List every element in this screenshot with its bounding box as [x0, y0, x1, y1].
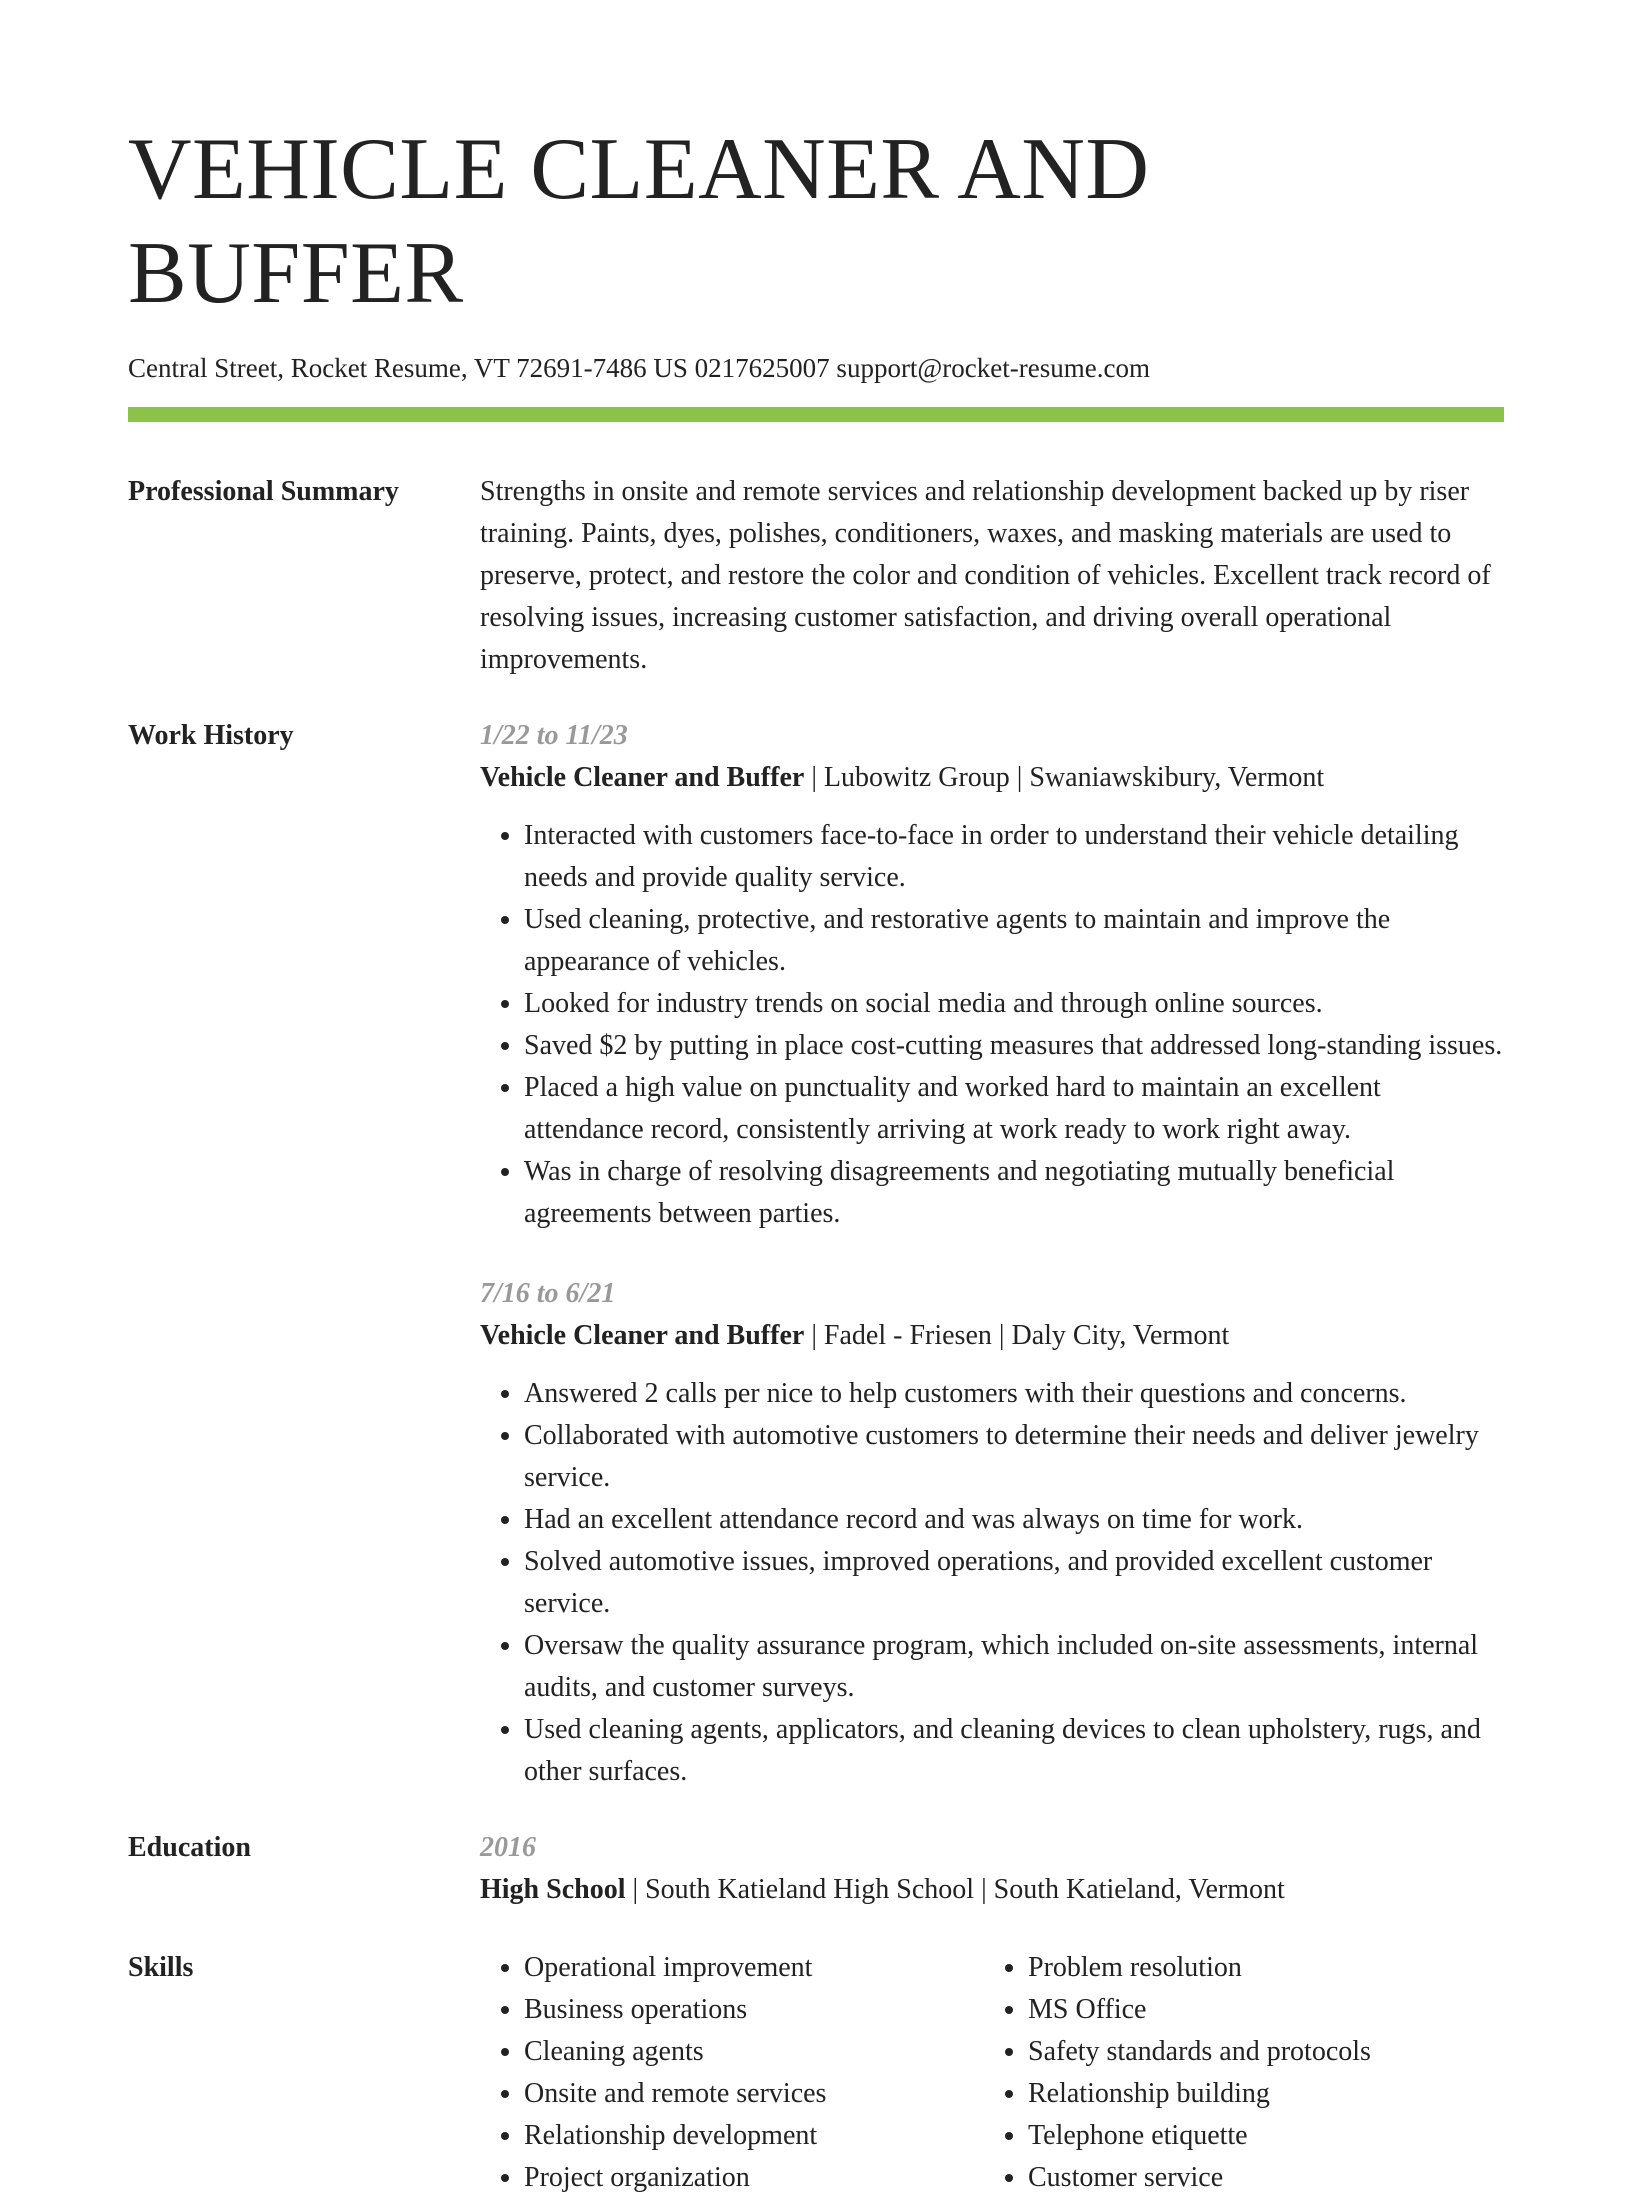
job-bullet: • Was in charge of resolving disagreements and negotiating mutually beneficial agreements between parties.: [524, 1151, 1504, 1235]
job-bullets: [480, 1373, 1504, 1793]
resume-name-heading: VEHICLE CLEANER AND BUFFER: [128, 121, 1150, 322]
job-bullet: • Had an excellent attendance record and was always on time for work.: [524, 1499, 1504, 1541]
job-bullet: • Used cleaning, protective, and restorative agents to maintain and improve the appearance of vehicles.: [524, 899, 1504, 983]
job-bullet: • Placed a high value on punctuality and worked hard to maintain an excellent attendance record, consistently arriving at work ready to work right away.: [524, 1067, 1504, 1151]
job-title: Vehicle Cleaner and Buffer: [480, 762, 805, 793]
skills-grid: [480, 1947, 1504, 2199]
job-bullet: • Oversaw the quality assurance program, which included on-site assessments, internal audits, and customer surveys.: [524, 1625, 1504, 1709]
skill-item: • Relationship building: [1028, 2073, 1488, 2115]
skill-item: • Relationship development: [524, 2115, 984, 2157]
job-entry: [480, 1273, 1504, 1793]
job-bullet: • Solved automotive issues, improved operations, and provided excellent customer service.: [524, 1541, 1504, 1625]
job-bullet: • Saved $2 by putting in place cost-cutting measures that addressed long-standing issues.: [524, 1025, 1504, 1067]
skill-item: • Operational improvement: [524, 1947, 984, 1989]
job-bullet: • Answered 2 calls per nice to help customers with their questions and concerns.: [524, 1373, 1504, 1415]
job-bullet: • Interacted with customers face-to-face in order to understand their vehicle detailing needs and provide quality service.: [524, 815, 1504, 899]
accent-divider: [128, 407, 1504, 422]
skill-item: • Cleaning agents: [524, 2031, 984, 2073]
skill-item: • Problem resolution: [1028, 1947, 1488, 1989]
contact-info: Central Street, Rocket Resume, VT 72691-7486 US 0217625007 support@rocket-resume.com: [128, 353, 1150, 383]
education-body: [480, 1827, 1504, 1911]
section-label-education: Education: [128, 1832, 251, 1863]
section-label-summary: Professional Summary: [128, 476, 399, 507]
skill-item: • Safety standards and protocols: [1028, 2031, 1488, 2073]
work-history-body: [480, 715, 1504, 1793]
job-dates: 1/22 to 11/23: [480, 720, 628, 751]
job-dates: 7/16 to 6/21: [480, 1278, 616, 1309]
skill-item: • Customer service: [1028, 2157, 1488, 2199]
job-bullet: • Looked for industry trends on social media and through online sources.: [524, 983, 1504, 1025]
job-title-line: [480, 1315, 1504, 1357]
education-year: 2016: [480, 1832, 536, 1863]
section-professional-summary: [128, 471, 1504, 681]
section-work-history: [128, 715, 1504, 1793]
skill-item: • Telephone etiquette: [1028, 2115, 1488, 2157]
job-details: | Lubowitz Group | Swaniawskibury, Vermont: [804, 762, 1325, 793]
section-skills: [128, 1947, 1504, 2199]
skills-body: [480, 1947, 1504, 2199]
section-label-work-history: Work History: [128, 720, 294, 751]
job-details: | Fadel - Friesen | Daly City, Vermont: [804, 1320, 1230, 1351]
skill-item: • Business operations: [524, 1989, 984, 2031]
section-label-skills: Skills: [128, 1952, 194, 1983]
summary-text: Strengths in onsite and remote services and relationship development backed up by riser training. Paints, dyes, polishes, conditioners, waxes, and masking materials are used to preserve, protect, and restore the color and condition of vehicles. Excellent track record of resolving issues, increasing customer satisfaction, and driving overall operational improvements.: [480, 476, 1491, 675]
skill-item: • Project organization: [524, 2157, 984, 2199]
education-line: [480, 1869, 1504, 1911]
skills-column-left: [480, 1947, 984, 2199]
job-bullet: • Used cleaning agents, applicators, and cleaning devices to clean upholstery, rugs, and other surfaces.: [524, 1709, 1504, 1793]
section-education: [128, 1827, 1504, 1911]
job-entry: [480, 715, 1504, 1235]
job-title: Vehicle Cleaner and Buffer: [480, 1320, 805, 1351]
education-degree: High School: [480, 1874, 626, 1905]
job-title-line: [480, 757, 1504, 799]
education-details: | South Katieland High School | South Katieland, Vermont: [625, 1874, 1285, 1905]
job-bullet: • Collaborated with automotive customers to determine their needs and deliver jewelry service.: [524, 1415, 1504, 1499]
skills-column-right: [984, 1947, 1488, 2199]
job-bullets: [480, 815, 1504, 1235]
skill-item: • Onsite and remote services: [524, 2073, 984, 2115]
skill-item: • MS Office: [1028, 1989, 1488, 2031]
